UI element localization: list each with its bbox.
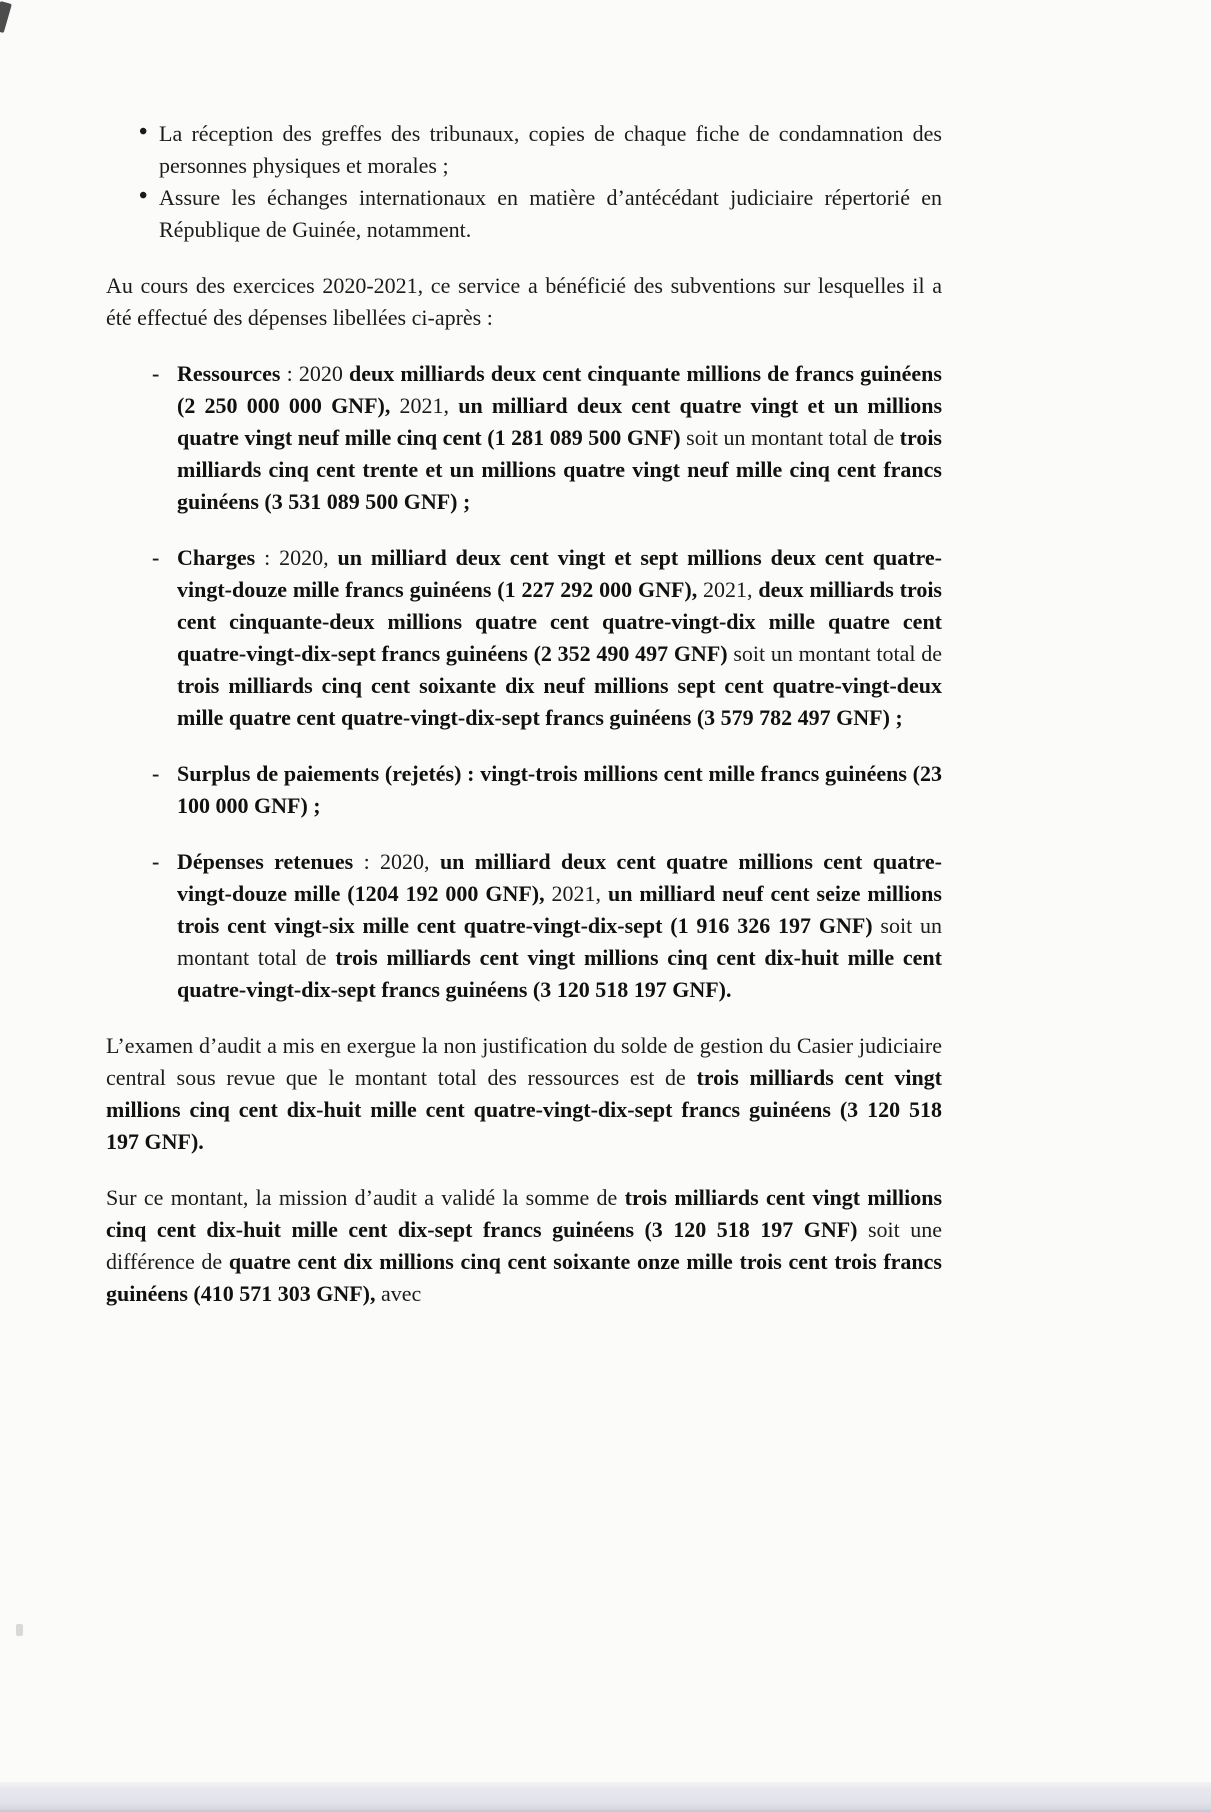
paragraph-sur-ce-montant: Sur ce montant, la mission d’audit a validé la somme de trois milliards cent vingt millions cinq cent dix-huit mille cent dix-sept francs guinéens (3 120 518 197 GNF) soit une différence de quatre cent dix millions cinq cent soixante onze mille trois cent trois francs guinéens (410 571 303 GNF), avec [106,1185,943,1306]
bullet-item-echanges [106,182,942,246]
dash-item-text: Ressources : 2020 deux milliards deux cent cinquante millions de francs guinéens (2 250 000 000 GNF), 2021, un milliard deux cent quatre vingt et un millions quatre vingt neuf mille cinq cent (1 281 089 500 GNF) soit un montant total de trois milliards cinq cent trente et un millions quatre vingt neuf mille cinq cent francs guinéens (3 531 089 500 GNF) ; [177,361,943,514]
bullet-icon: • [139,183,148,209]
scan-artifact-top-left [0,1,12,33]
dash-item-charges [106,542,942,734]
bullet-item-reception [106,118,942,182]
dash-item-surplus [106,758,942,822]
bottom-edge-bar [0,1782,1211,1812]
paragraph-examen-audit: L’examen d’audit a mis en exergue la non justification du solde de gestion du Casier judiciaire central sous revue que le montant total des ressources est de trois milliards cent vingt millions cinq cent dix-huit mille cent quatre-vingt-dix-sept francs guinéens (3 120 518 197 GNF). [106,1033,943,1154]
bullet-list [106,118,942,246]
dash-icon: - [152,849,160,874]
dash-item-text: Surplus de paiements (rejetés) : vingt-trois millions cent mille francs guinéens (23 100 000 GNF) ; [177,761,942,818]
dash-item-ressources [106,358,942,518]
dash-item-text: Charges : 2020, un milliard deux cent vingt et sept millions deux cent quatre-vingt-douze mille francs guinéens (1 227 292 000 GNF), 2021, deux milliards trois cent cinquante-deux millions quatre cent quatre-vingt-dix mille quatre cent quatre-vingt-dix-sept francs guinéens (2 352 490 497 GNF) soit un montant total de trois milliards cinq cent soixante dix neuf millions sept cent quatre-vingt-deux mille quatre cent quatre-vingt-dix-sept francs guinéens (3 579 782 497 GNF) ; [177,545,942,730]
scan-artifact-left-margin [16,1624,23,1636]
intro-paragraph: Au cours des exercices 2020-2021, ce service a bénéficié des subventions sur lesquelles il a été effectué des dépenses libellées ci-après : [106,273,942,330]
dash-item-text: Dépenses retenues : 2020, un milliard deux cent quatre millions cent quatre-vingt-douze mille (1204 192 000 GNF), 2021, un milliard neuf cent seize millions trois cent vingt-six mille cent quatre-vingt-dix-sept (1 916 326 197 GNF) soit un montant total de trois milliards cent vingt millions cinq cent dix-huit mille cent quatre-vingt-dix-sept francs guinéens (3 120 518 197 GNF). [177,849,943,1002]
bullet-text: Assure les échanges internationaux en matière d’antécédant judiciaire répertorié en République de Guinée, notamment. [159,185,942,242]
dash-icon: - [152,361,160,386]
dash-item-depenses-retenues [106,846,942,1006]
bullet-text: La réception des greffes des tribunaux, copies de chaque fiche de condamnation des personnes physiques et morales ; [159,121,942,178]
dash-list [106,358,942,1006]
bullet-icon: • [139,119,148,145]
dash-icon: - [152,761,160,786]
dash-icon: - [152,545,160,570]
document-page [106,118,942,1310]
